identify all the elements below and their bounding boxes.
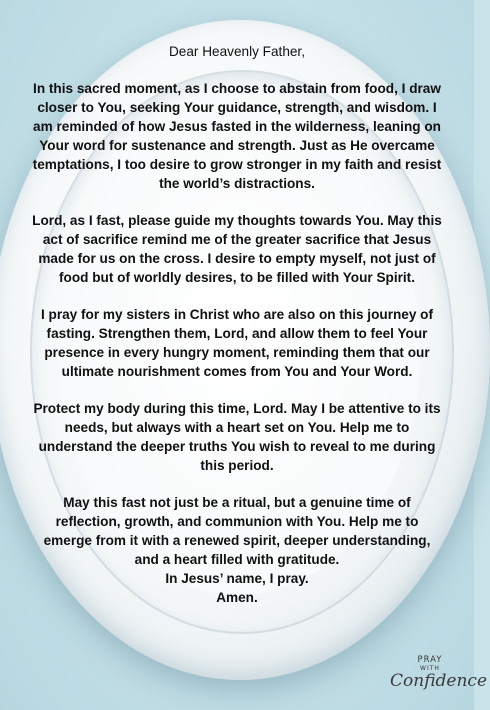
prayer-amen: Amen. [216, 590, 258, 605]
prayer-paragraph: May this fast not just be a ritual, but a genuine time of reflection, growth, and communion with You. Help me to emerge from it with a renewed spirit, deeper understanding, and a heart filled with gratitude. [43, 495, 431, 567]
prayer-closing-line: In Jesus’ name, I pray. [165, 571, 309, 586]
prayer-paragraph: Protect my body during this time, Lord. May I be attentive to its needs, but always with a heart set on You. Help me to understand the deeper truths You wish to reveal to me during this period. [33, 401, 441, 473]
prayer-text [30, 42, 444, 607]
prayer-paragraph: I pray for my sisters in Christ who are also on this journey of fasting. Strengthen them, Lord, and allow them to feel Your presence in every hungry moment, reminding them that our ultimate nourishment comes from You and Your Word. [40, 307, 434, 379]
logo-small-text: WITH [420, 665, 440, 672]
logo-signature: Confidence [390, 671, 488, 691]
pray-with-confidence-logo [390, 655, 488, 706]
prayer-paragraph: Lord, as I fast, please guide my thoughts towards You. May this act of sacrifice remind me of the greater sacrifice that Jesus made for us on the cross. I desire to empty myself, not just of food but of worldly desires, to be filled with Your Spirit. [32, 213, 442, 285]
prayer-paragraph: In this sacred moment, as I choose to abstain from food, I draw closer to You, seeking Your guidance, strength, and wisdom. I am reminded of how Jesus fasted in the wilderness, leaning on Your word for sustenance and strength. Just as He overcame temptations, I too desire to grow stronger in my faith and resist the world’s distractions. [32, 81, 442, 191]
prayer-salutation: Dear Heavenly Father, [168, 44, 305, 59]
logo-top-text: PRAY [417, 655, 443, 665]
